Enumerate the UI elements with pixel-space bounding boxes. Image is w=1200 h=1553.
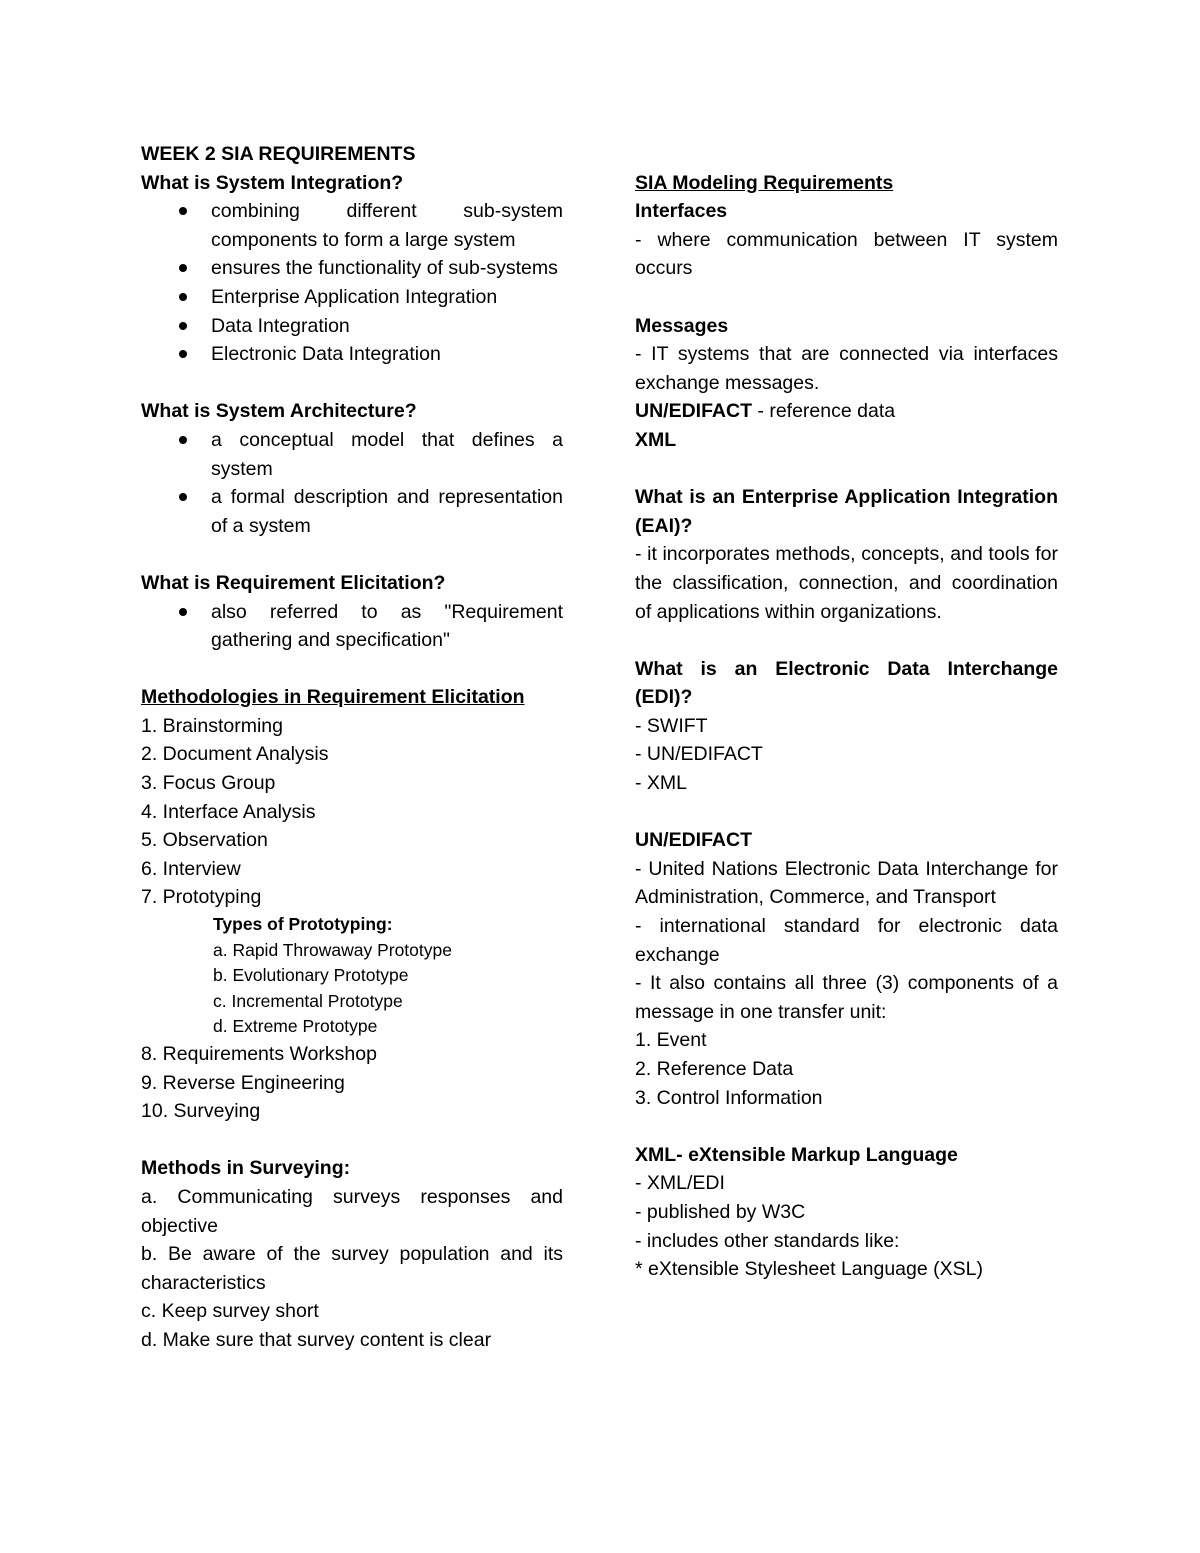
list-item: c. Keep survey short bbox=[141, 1300, 319, 1323]
list-item: - published by W3C bbox=[635, 1200, 806, 1223]
list-item: d. Extreme Prototype bbox=[213, 1016, 378, 1037]
prototyping-heading: Types of Prototyping: bbox=[213, 914, 393, 935]
unedifact-heading: UN/EDIFACT bbox=[635, 829, 752, 852]
right-column bbox=[635, 140, 1058, 1284]
requirement-elicitation-heading: What is Requirement Elicitation? bbox=[141, 571, 446, 594]
list-item: - XML bbox=[635, 772, 688, 795]
list-item: 9. Reverse Engineering bbox=[141, 1071, 345, 1094]
list-item: a. Rapid Throwaway Prototype bbox=[213, 939, 452, 960]
eai-text: - it incorporates methods, concepts, and tools for the classification, connection, and coordination of applications within organizations. bbox=[635, 543, 1058, 623]
system-integration-heading: What is System Integration? bbox=[141, 171, 404, 194]
list-item: - SWIFT bbox=[635, 714, 708, 737]
list-item: 3. Focus Group bbox=[141, 772, 276, 795]
left-column bbox=[141, 140, 563, 1355]
system-architecture-heading: What is System Architecture? bbox=[141, 400, 417, 423]
unedifact-reference-line: UN/EDIFACT - reference data bbox=[635, 400, 896, 423]
list-item: 5. Observation bbox=[141, 829, 268, 852]
list-item: combining different sub-system components to form a large system bbox=[141, 197, 563, 254]
unedifact-line: - United Nations Electronic Data Interchange for Administration, Commerce, and Transport bbox=[635, 857, 1058, 909]
list-item: a formal description and representation of a system bbox=[141, 483, 563, 540]
list-item: b. Evolutionary Prototype bbox=[213, 965, 409, 986]
prototyping-types bbox=[141, 912, 563, 1040]
list-item: 10. Surveying bbox=[141, 1100, 261, 1123]
methodologies-heading: Methodologies in Requirement Elicitation bbox=[141, 686, 525, 709]
list-item: a conceptual model that defines a system bbox=[141, 426, 563, 483]
messages-heading: Messages bbox=[635, 314, 729, 337]
unedifact-line: - international standard for electronic data exchange bbox=[635, 915, 1058, 966]
list-item: c. Incremental Prototype bbox=[213, 990, 403, 1011]
modeling-heading: SIA Modeling Requirements bbox=[635, 171, 894, 194]
system-architecture-list bbox=[141, 426, 563, 540]
surveying-heading: Methods in Surveying: bbox=[141, 1157, 351, 1180]
interfaces-heading: Interfaces bbox=[635, 200, 728, 223]
list-item: 7. Prototyping bbox=[141, 886, 262, 909]
list-item: - XML/EDI bbox=[635, 1172, 725, 1195]
list-item: also referred to as "Requirement gathering and specification" bbox=[141, 598, 563, 655]
list-item: ensures the functionality of sub-systems bbox=[141, 254, 563, 283]
eai-heading: What is an Enterprise Application Integration (EAI)? bbox=[635, 486, 1058, 537]
list-item: Data Integration bbox=[141, 312, 563, 341]
document-title: WEEK 2 SIA REQUIREMENTS bbox=[141, 143, 416, 165]
list-item: 1. Brainstorming bbox=[141, 714, 283, 737]
list-item: 4. Interface Analysis bbox=[141, 800, 316, 823]
list-item: - includes other standards like: bbox=[635, 1229, 900, 1252]
interfaces-text: - where communication between IT system occurs bbox=[635, 228, 1058, 280]
edi-heading: What is an Electronic Data Interchange (EDI)? bbox=[635, 657, 1058, 709]
list-item: 1. Event bbox=[635, 1029, 707, 1052]
list-item: d. Make sure that survey content is clear bbox=[141, 1328, 492, 1351]
list-item: - UN/EDIFACT bbox=[635, 743, 763, 766]
list-item: * eXtensible Stylesheet Language (XSL) bbox=[635, 1258, 983, 1281]
requirement-elicitation-list bbox=[141, 598, 563, 655]
list-item: 2. Document Analysis bbox=[141, 743, 329, 766]
list-item: b. Be aware of the survey population and its characteristics bbox=[141, 1243, 563, 1294]
unedifact-line: - It also contains all three (3) components of a message in one transfer unit: bbox=[635, 972, 1058, 1023]
list-item: 2. Reference Data bbox=[635, 1058, 794, 1080]
list-item: 6. Interview bbox=[141, 857, 241, 880]
messages-text: - IT systems that are connected via interfaces exchange messages. bbox=[635, 343, 1058, 394]
xml-heading: XML- eXtensible Markup Language bbox=[635, 1143, 958, 1166]
system-integration-list bbox=[141, 197, 563, 369]
list-item: 3. Control Information bbox=[635, 1086, 823, 1109]
list-item: 8. Requirements Workshop bbox=[141, 1043, 377, 1065]
xml-label: XML bbox=[635, 428, 677, 451]
list-item: Enterprise Application Integration bbox=[141, 283, 563, 312]
list-item: a. Communicating surveys responses and objective bbox=[141, 1185, 563, 1237]
list-item: Electronic Data Integration bbox=[141, 340, 563, 369]
